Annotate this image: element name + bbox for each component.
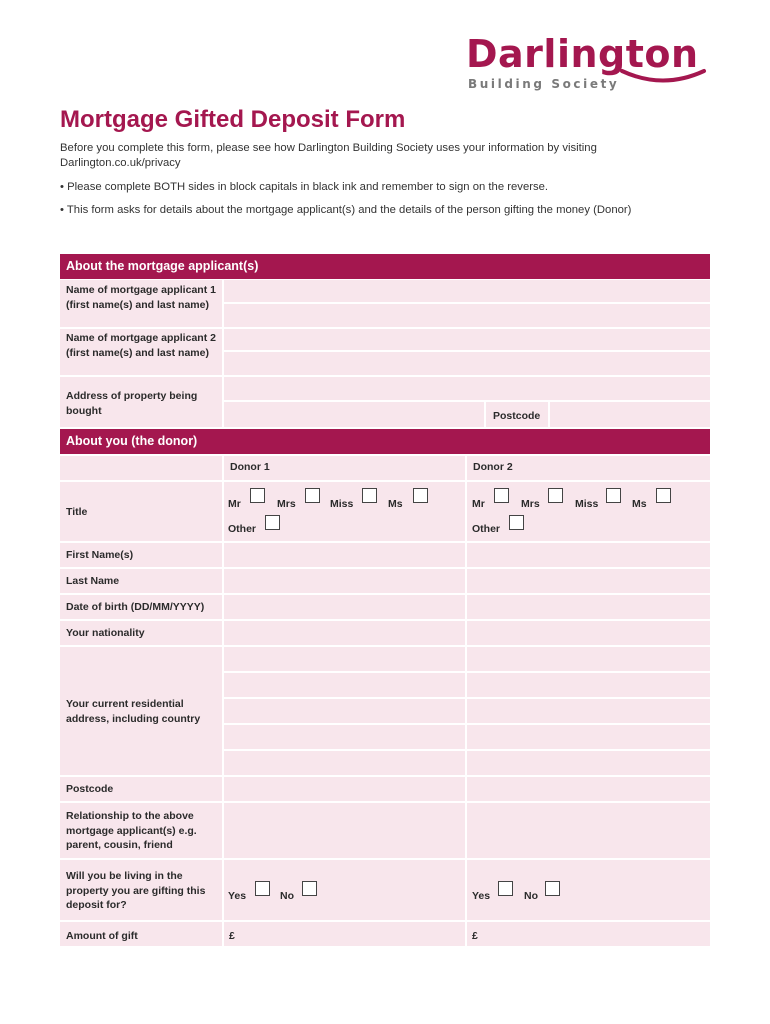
residential-address-label: Your current residential address, including country <box>66 698 201 725</box>
donor2-title-ms-label: Ms <box>632 498 647 510</box>
donor2-title-ms-checkbox[interactable] <box>656 488 671 503</box>
donor2-first-name-field[interactable] <box>467 543 710 567</box>
donor1-title-ms-checkbox[interactable] <box>413 488 428 503</box>
applicant2-label: Name of mortgage applicant 2 (first name(s) and last name) <box>66 332 216 359</box>
donor2-postcode-field[interactable] <box>467 777 710 801</box>
intro-instruction-donor: • This form asks for details about the mortgage applicant(s) and the details of the person gifting the money (Donor) <box>60 204 632 216</box>
donor2-address-line5-field[interactable] <box>467 751 710 775</box>
donor1-address-line2-field[interactable] <box>224 673 465 697</box>
donor1-relationship-field[interactable] <box>224 803 465 858</box>
first-name-label: First Name(s) <box>66 549 134 561</box>
donor2-address-line4-field[interactable] <box>467 725 710 749</box>
donor2-title-mrs-checkbox[interactable] <box>548 488 563 503</box>
logo-smile-icon <box>618 68 708 84</box>
donor2-currency-symbol: £ <box>472 930 478 942</box>
donor1-last-name-field[interactable] <box>224 569 465 593</box>
applicant1-name-field-line1[interactable] <box>224 280 710 302</box>
amount-label: Amount of gift <box>66 930 138 942</box>
donor2-dob-field[interactable] <box>467 595 710 619</box>
donor1-postcode-field[interactable] <box>224 777 465 801</box>
donor2-relationship-field[interactable] <box>467 803 710 858</box>
donor2-title-miss-checkbox[interactable] <box>606 488 621 503</box>
donor1-living-no-label: No <box>280 890 294 902</box>
property-address-field-line1[interactable] <box>224 377 710 400</box>
last-name-label: Last Name <box>66 575 120 587</box>
dob-label: Date of birth (DD/MM/YYYY) <box>66 601 205 613</box>
donor2-living-yes-label: Yes <box>472 890 491 902</box>
applicant1-label: Name of mortgage applicant 1 (first name(s) and last name) <box>66 284 216 311</box>
property-postcode-label: Postcode <box>493 410 541 422</box>
donor1-living-yes-checkbox[interactable] <box>255 881 270 896</box>
donor2-heading: Donor 2 <box>473 461 513 473</box>
intro-privacy: Before you complete this form, please see how Darlington Building Society uses your information by visiting Darlington.co.uk/privacy <box>60 142 597 169</box>
applicant1-name-field-line2[interactable] <box>224 304 710 327</box>
donor1-title-mr-label: Mr <box>228 498 241 510</box>
donor1-address-line1-field[interactable] <box>224 647 465 671</box>
donor1-title-other-label: Other <box>228 523 257 535</box>
applicant2-name-field-line2[interactable] <box>224 352 710 375</box>
property-address-field-line2[interactable] <box>224 402 484 427</box>
donor2-address-line2-field[interactable] <box>467 673 710 697</box>
donor1-title-mr-checkbox[interactable] <box>250 488 265 503</box>
donor1-nationality-field[interactable] <box>224 621 465 645</box>
title-label: Title <box>66 506 88 518</box>
donor1-living-no-checkbox[interactable] <box>302 881 317 896</box>
donor1-heading: Donor 1 <box>230 461 270 473</box>
donor2-address-line3-field[interactable] <box>467 699 710 723</box>
intro-instruction-capitals: • Please complete BOTH sides in block capitals in black ink and remember to sign on the reverse. <box>60 181 549 193</box>
donor2-nationality-field[interactable] <box>467 621 710 645</box>
donor1-living-yes-label: Yes <box>228 890 247 902</box>
section-header-donor: About you (the donor) <box>60 429 710 454</box>
relationship-label: Relationship to the above mortgage applicant(s) e.g. parent, cousin, friend <box>66 810 197 851</box>
logo-subtitle: Building Society <box>468 77 620 91</box>
donor1-title-ms-label: Ms <box>388 498 403 510</box>
donor1-address-line4-field[interactable] <box>224 725 465 749</box>
donor1-title-miss-label: Miss <box>330 498 354 510</box>
donor2-living-yes-checkbox[interactable] <box>498 881 513 896</box>
donor2-amount-field[interactable] <box>467 922 710 946</box>
property-address-label: Address of property being bought <box>66 390 198 417</box>
darlington-logo <box>466 34 716 98</box>
donor1-dob-field[interactable] <box>224 595 465 619</box>
donor1-address-line3-field[interactable] <box>224 699 465 723</box>
donor-heading-blank-cell <box>60 456 222 480</box>
applicant2-name-field-line1[interactable] <box>224 329 710 350</box>
living-label: Will you be living in the property you are gifting this deposit for? <box>66 870 206 911</box>
donor2-title-mr-checkbox[interactable] <box>494 488 509 503</box>
donor1-address-line5-field[interactable] <box>224 751 465 775</box>
donor1-amount-field[interactable] <box>224 922 465 946</box>
section-header-applicants: About the mortgage applicant(s) <box>60 254 710 279</box>
donor1-first-name-field[interactable] <box>224 543 465 567</box>
donor2-title-mr-label: Mr <box>472 498 485 510</box>
donor1-title-miss-checkbox[interactable] <box>362 488 377 503</box>
donor1-title-other-checkbox[interactable] <box>265 515 280 530</box>
donor2-title-mrs-label: Mrs <box>521 498 540 510</box>
form-title: Mortgage Gifted Deposit Form <box>60 106 406 133</box>
donor2-address-line1-field[interactable] <box>467 647 710 671</box>
donor2-title-miss-label: Miss <box>575 498 599 510</box>
donor2-title-other-checkbox[interactable] <box>509 515 524 530</box>
donor2-last-name-field[interactable] <box>467 569 710 593</box>
donor1-currency-symbol: £ <box>229 930 235 942</box>
donor1-title-mrs-label: Mrs <box>277 498 296 510</box>
donor1-title-mrs-checkbox[interactable] <box>305 488 320 503</box>
property-postcode-field[interactable] <box>550 402 710 427</box>
donor2-living-no-checkbox[interactable] <box>545 881 560 896</box>
donor2-title-other-label: Other <box>472 523 501 535</box>
logo-wordmark: Darlington <box>466 32 699 76</box>
donor2-living-no-label: No <box>524 890 538 902</box>
nationality-label: Your nationality <box>66 627 145 639</box>
donor-postcode-label: Postcode <box>66 783 114 795</box>
